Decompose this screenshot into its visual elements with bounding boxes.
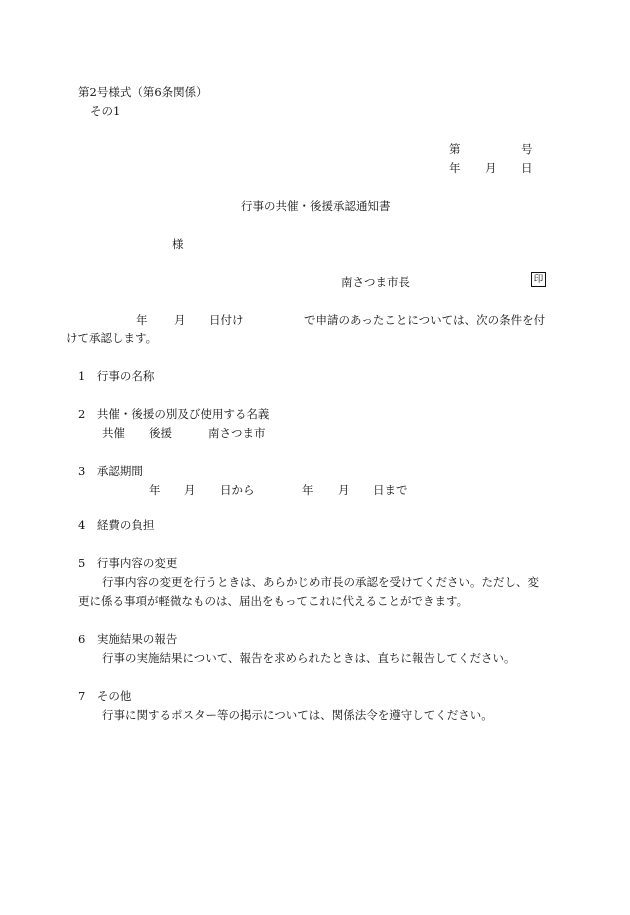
body-month: 月 xyxy=(174,313,186,327)
period-to-month: 月 xyxy=(338,483,350,497)
section-6-line1: 行事の実施結果について、報告を求められたときは、直ちに報告してください。 xyxy=(102,651,516,665)
period-from-month: 月 xyxy=(184,483,196,497)
body-year: 年 xyxy=(136,313,148,327)
period-to-day: 日まで xyxy=(373,483,408,497)
section-2-heading: 2 共催・後援の別及び使用する名義 xyxy=(78,407,270,421)
document-title: 行事の共催・後援承認通知書 xyxy=(241,199,391,213)
section-5-line2: 更に係る事項が軽微なものは、届出をもってこれに代えることができます。 xyxy=(78,594,469,608)
addressee-suffix: 様 xyxy=(172,237,184,251)
section-7-heading: 7 その他 xyxy=(78,689,132,703)
period-from-day: 日から xyxy=(220,483,255,497)
form-subnumber: その1 xyxy=(90,104,121,118)
form-number: 第2号様式（第6条関係） xyxy=(78,85,208,99)
doc-number-prefix: 第 xyxy=(449,142,461,156)
section-2-koen: 後援 xyxy=(149,426,172,440)
section-5-heading: 5 行事内容の変更 xyxy=(78,556,178,570)
seal-mark: 印 xyxy=(531,272,546,287)
doc-number-suffix: 号 xyxy=(521,142,533,156)
body-text-line2: けて承認します。 xyxy=(66,331,158,345)
period-from-year: 年 xyxy=(149,483,161,497)
date-month: 月 xyxy=(485,161,497,175)
section-2-name: 南さつま市 xyxy=(208,426,266,440)
section-2-kyosai: 共催 xyxy=(102,426,125,440)
date-day: 日 xyxy=(521,161,533,175)
section-5-line1: 行事内容の変更を行うときは、あらかじめ市長の承認を受けてください。ただし、変 xyxy=(102,575,539,589)
period-to-year: 年 xyxy=(302,483,314,497)
section-3-heading: 3 承認期間 xyxy=(78,464,143,478)
section-4-heading: 4 経費の負担 xyxy=(78,518,155,532)
section-6-heading: 6 実施結果の報告 xyxy=(78,632,178,646)
section-7-line1: 行事に関するポスター等の掲示については、関係法令を遵守してください。 xyxy=(102,708,493,722)
issuer-name: 南さつま市長 xyxy=(341,275,410,289)
date-year: 年 xyxy=(449,161,461,175)
body-dated: 日付け xyxy=(209,313,244,327)
section-1-heading: 1 行事の名称 xyxy=(78,369,155,383)
body-text-line1: で申請のあったことについては、次の条件を付 xyxy=(304,313,546,327)
